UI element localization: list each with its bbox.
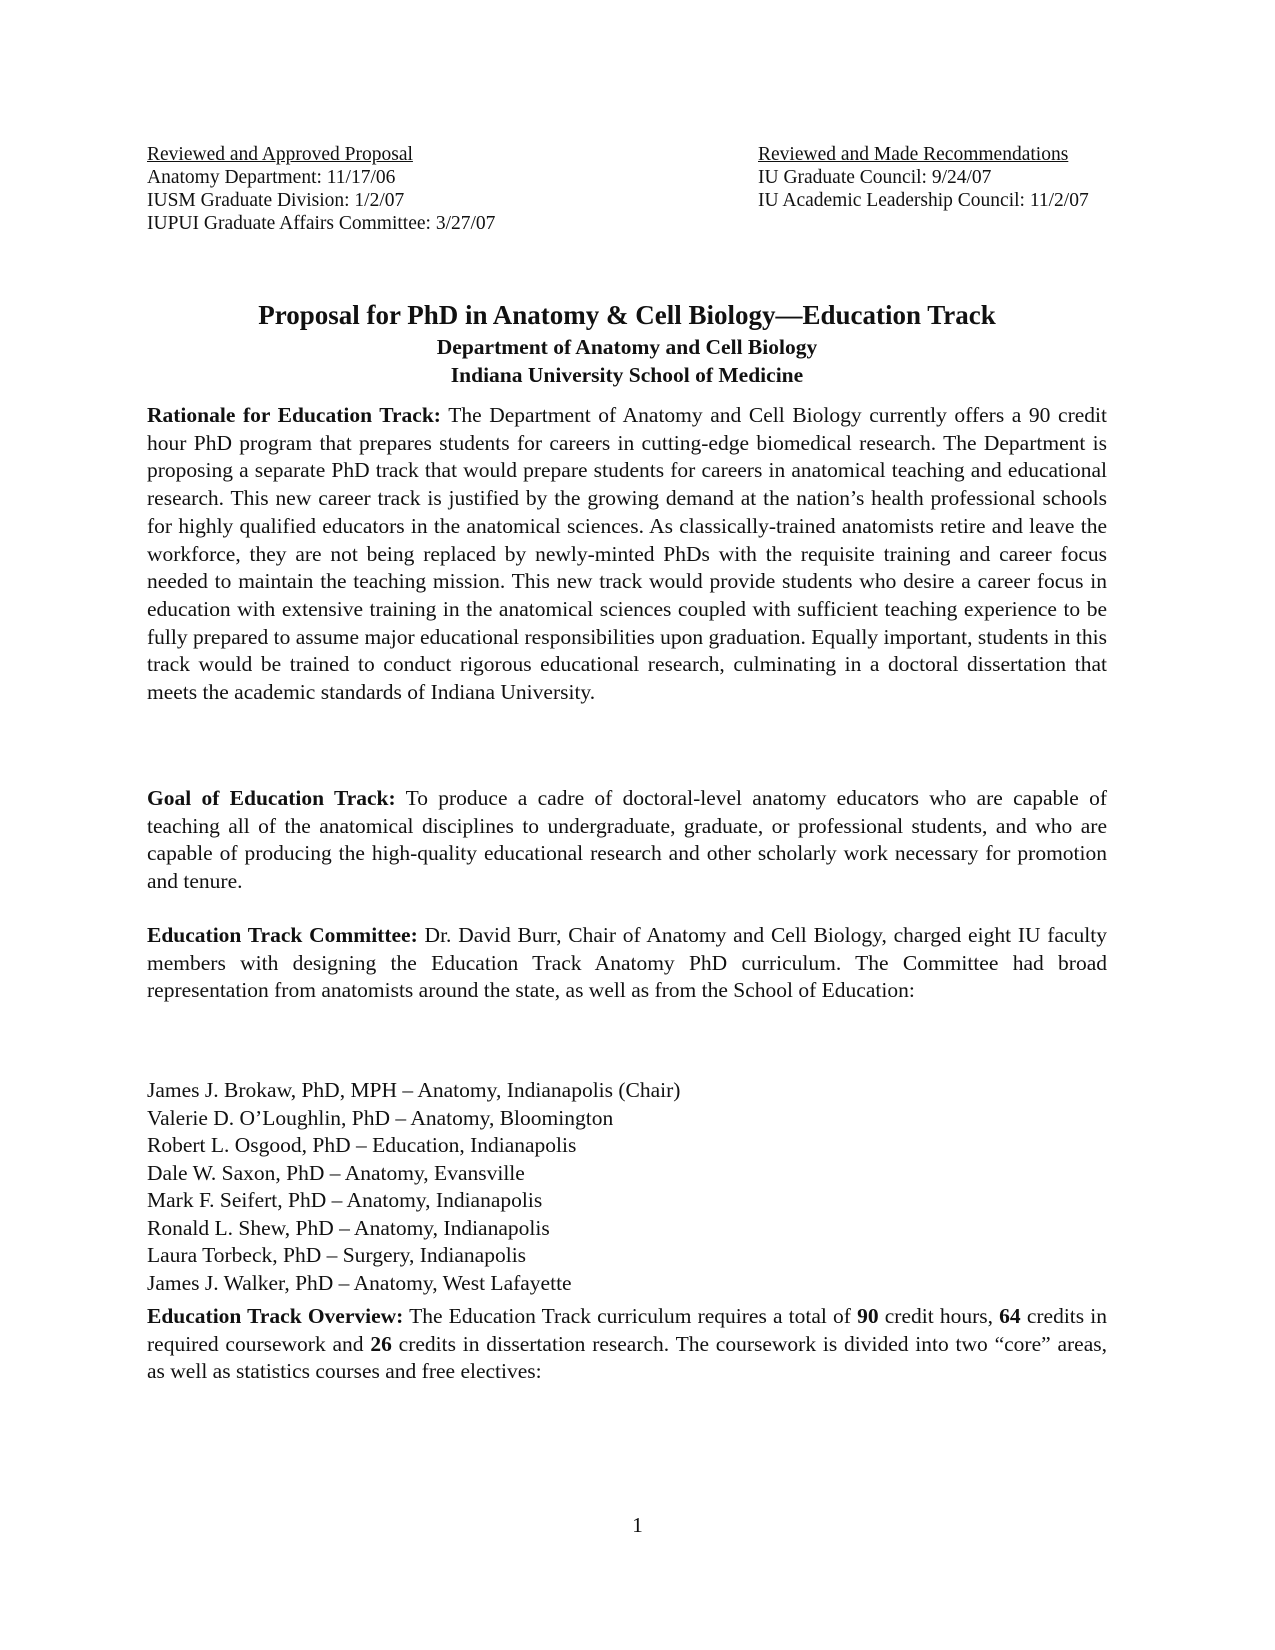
goal-text: To produce a cadre of doctoral-level anatomy educators who are capable of teaching all of the anatomical disciplines to undergraduate, graduate, or professional students, and who are capable of producing the high-quality educational research and other scholarly work necessary for promotion and tenure. [147,786,1107,894]
approval-iupui-graduate-affairs: IUPUI Graduate Affairs Committee: 3/27/07 [147,213,496,234]
approvals-left [147,143,495,235]
overview-label: Education Track Overview: [147,1304,404,1328]
committee-label: Education Track Committee: [147,923,418,947]
rationale-text: The Department of Anatomy and Cell Biology currently offers a 90 credit hour PhD program that prepares students for careers in cutting-edge biomedical research. The Department is proposing a separate PhD track that would prepare students for careers in anatomical teaching and educational research. This new career track is justified by the growing demand at the nation’s health professional schools for highly qualified educators in the anatomical sciences. As classically-trained anatomists retire and leave the workforce, they are not being replaced by newly-minted PhDs with the requisite training and career focus needed to maintain the teaching mission. This new track would provide students who desire a career focus in education with extensive training in the anatomical sciences coupled with sufficient teaching experience to be fully prepared to assume major educational responsibilities upon graduation. Equally important, students in this track would be trained to conduct rigorous educational research, culminating in a doctoral dissertation that meets the academic standards of Indiana University. [147,403,1107,705]
rationale-paragraph [147,402,1107,707]
goal-paragraph [147,785,1107,896]
committee-text: Dr. David Burr, Chair of Anatomy and Cell Biology, charged eight IU faculty members with designing the Education Track Anatomy PhD curriculum. The Committee had broad representation from anatomists around the state, as well as from the School of Education: [147,923,1107,1003]
recommendation-graduate-council: IU Graduate Council: 9/24/07 [758,167,992,188]
overview-text-3: credits in required coursework and [147,1304,1108,1356]
school-name: Indiana University School of Medicine [450,363,804,387]
goal-label: Goal of Education Track: [147,786,396,810]
overview-text-1: The Education Track curriculum requires a total of [409,1304,851,1328]
overview-text-4: credits in dissertation research. The coursework is divided into two “core” areas, as well as statistics courses and free electives: [147,1331,1107,1384]
approved-heading: Reviewed and Approved Proposal [147,144,413,165]
committee-member: James J. Brokaw, PhD, MPH – Anatomy, Indianapolis (Chair) [147,1078,681,1102]
rationale-label: Rationale for Education Track: [147,403,441,427]
recommendations-heading: Reviewed and Made Recommendations [758,144,1069,165]
approval-anatomy-department: Anatomy Department: 11/17/06 [147,167,396,188]
overview-paragraph [147,1303,1107,1386]
committee-member: James J. Walker, PhD – Anatomy, West Lafayette [147,1270,572,1295]
document-title-block [147,297,1107,389]
committee-member: Laura Torbeck, PhD – Surgery, Indianapolis [147,1243,527,1267]
committee-paragraph [147,922,1107,1005]
document-title: Proposal for PhD in Anatomy & Cell Biology—Education Track [258,300,996,330]
total-credits: 90 [857,1304,879,1328]
approval-iusm-graduate-division: IUSM Graduate Division: 1/2/07 [147,190,405,211]
approvals-right [758,143,1089,212]
committee-member: Mark F. Seifert, PhD – Anatomy, Indianapolis [147,1188,543,1212]
required-credits: 64 [999,1304,1021,1328]
committee-member: Valerie D. O’Loughlin, PhD – Anatomy, Bloomington [147,1105,614,1130]
committee-member-list [147,1077,680,1297]
overview-text-2: credit hours, [884,1304,994,1328]
committee-member: Ronald L. Shew, PhD – Anatomy, Indianapolis [147,1215,550,1240]
recommendation-academic-leadership: IU Academic Leadership Council: 11/2/07 [758,190,1089,211]
committee-member: Dale W. Saxon, PhD – Anatomy, Evansville [147,1160,525,1185]
dissertation-credits: 26 [370,1331,392,1356]
committee-member: Robert L. Osgood, PhD – Education, Indianapolis [147,1133,577,1157]
department-name: Department of Anatomy and Cell Biology [436,335,818,359]
page-number: 1 [632,1513,643,1537]
